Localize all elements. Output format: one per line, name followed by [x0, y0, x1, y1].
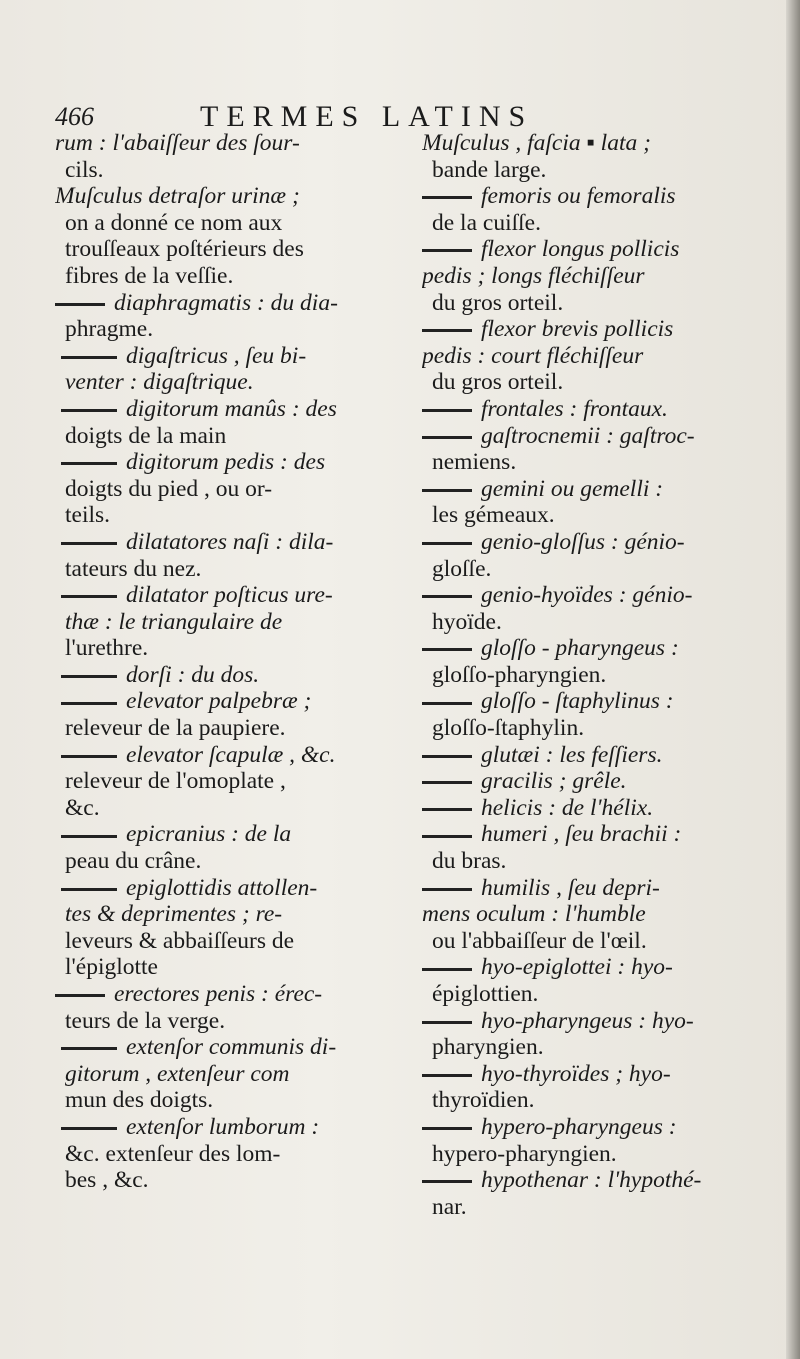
text-line: doigts du pied , ou or-	[65, 475, 273, 502]
text-line: Muſculus , faſcia ▪ lata ;	[422, 130, 651, 156]
dash-mark	[422, 702, 472, 705]
text-line: mun des doigts.	[65, 1087, 214, 1114]
entry-text: dilatator poſticus ure-	[126, 582, 333, 609]
text-line: fibres de la veſſie.	[65, 262, 234, 289]
text-line: releveur de la paupiere.	[65, 715, 286, 742]
entry-text: genio-hyoïdes : génio-	[481, 582, 693, 609]
text-line: venter : digaſtrique.	[65, 369, 254, 396]
entry-line	[55, 1034, 400, 1061]
dash-mark	[422, 1021, 472, 1024]
entry-text: gemini ou gemelli :	[481, 475, 664, 502]
text-line: les gémeaux.	[432, 502, 555, 529]
text-line: nemiens.	[432, 449, 517, 476]
entry-text: gloſſo - pharyngeus :	[481, 635, 679, 662]
text-line: tateurs du nez.	[65, 555, 202, 582]
text-line: trouſſeaux poſtérieurs des	[65, 236, 304, 263]
entry-line	[55, 821, 400, 848]
text-line: doigts de la main	[65, 422, 227, 449]
entry-line	[422, 742, 767, 769]
dash-mark	[422, 781, 472, 784]
entry-line	[422, 582, 767, 609]
dash-mark	[422, 968, 472, 971]
entry-line	[422, 875, 767, 902]
text-line: pharyngien.	[432, 1034, 544, 1061]
entry-line	[422, 476, 767, 503]
text-line: épiglottien.	[432, 981, 539, 1007]
entry-text: dilatatores naſi : dila-	[126, 528, 334, 555]
text-line: l'épiglotte	[65, 954, 158, 981]
entry-line	[55, 875, 400, 902]
dash-mark	[422, 409, 472, 412]
entry-text: hypero-pharyngeus :	[481, 1113, 677, 1140]
text-line: phragme.	[65, 316, 154, 343]
page-number: 466	[55, 102, 94, 131]
entry-line	[55, 290, 400, 317]
text-line: &c.	[65, 794, 100, 821]
entry-text: digitorum manûs : des	[126, 395, 337, 422]
dash-mark	[61, 542, 117, 545]
dash-mark	[422, 329, 472, 332]
entry-line	[422, 795, 767, 822]
text-line: ou l'abbaiſſeur de l'œil.	[432, 927, 647, 954]
dash-mark	[422, 489, 472, 492]
text-line: bande large.	[432, 156, 547, 183]
entry-text: elevator palpebræ ;	[126, 688, 312, 715]
text-line: tes & deprimentes ; re-	[65, 901, 283, 928]
entry-line	[55, 662, 400, 689]
entry-line	[55, 1114, 400, 1141]
dash-mark	[422, 542, 472, 545]
dash-mark	[61, 675, 117, 678]
entry-line	[422, 529, 767, 556]
entry-text: hyo-thyroïdes ; hyo-	[481, 1060, 671, 1087]
entry-text: erectores penis : érec-	[114, 981, 323, 1007]
text-line: l'urethre.	[65, 635, 149, 662]
entry-line	[422, 768, 767, 795]
dash-mark	[422, 1074, 472, 1077]
entry-text: glutæi : les feſſiers.	[481, 741, 663, 768]
text-line: gitorum , extenſeur com	[65, 1060, 290, 1087]
entry-line	[422, 1008, 767, 1035]
text-line: gloſſo-ſtaphylin.	[432, 715, 585, 742]
entry-text: flexor longus pollicis	[481, 236, 680, 263]
text-line: mens oculum : l'humble	[422, 901, 646, 928]
text-line: du gros orteil.	[432, 369, 564, 396]
text-line: teils.	[65, 502, 111, 529]
entry-text: hyo-epiglottei : hyo-	[481, 954, 673, 981]
dash-mark	[61, 835, 117, 838]
dash-mark	[422, 1127, 472, 1130]
entry-text: hypothenar : l'hypothé-	[481, 1167, 702, 1194]
dash-mark	[422, 196, 472, 199]
entry-line	[422, 316, 767, 343]
dash-mark	[61, 462, 117, 465]
entry-text: helicis : de l'hélix.	[481, 794, 654, 821]
entry-line	[55, 396, 400, 423]
entry-text: digitorum pedis : des	[126, 449, 326, 476]
entry-line	[422, 821, 767, 848]
entry-line	[55, 742, 400, 769]
dash-mark	[422, 808, 472, 811]
dash-mark	[55, 994, 105, 997]
text-line: &c. extenſeur des lom-	[65, 1140, 281, 1167]
entry-line	[55, 981, 400, 1008]
text-line: on a donné ce nom aux	[65, 209, 283, 236]
entry-line	[422, 236, 767, 263]
entry-line	[422, 635, 767, 662]
text-line: de la cuiſſe.	[432, 209, 541, 236]
entry-text: femoris ou femoralis	[481, 183, 676, 210]
text-line: cils.	[65, 156, 104, 183]
text-line: Muſculus detraſor urinæ ;	[55, 183, 300, 210]
dash-mark	[61, 888, 117, 891]
entry-text: epiglottidis attollen-	[126, 874, 318, 901]
entry-line	[55, 688, 400, 715]
dash-mark	[422, 595, 472, 598]
page-edge	[786, 0, 800, 1359]
entry-line	[55, 343, 400, 370]
entry-text: genio-gloſſus : génio-	[481, 528, 685, 555]
entry-text: gracilis ; grêle.	[481, 768, 627, 795]
dash-mark	[422, 888, 472, 891]
entry-line	[422, 183, 767, 210]
text-line: bes , &c.	[65, 1167, 149, 1194]
dash-mark	[55, 303, 105, 306]
entry-line	[55, 582, 400, 609]
entry-text: frontales : frontaux.	[481, 395, 668, 422]
entry-line	[55, 449, 400, 476]
text-line: thæ : le triangulaire de	[65, 608, 283, 635]
dash-mark	[422, 648, 472, 651]
entry-line	[422, 396, 767, 423]
dash-mark	[61, 1047, 117, 1050]
dash-mark	[61, 1127, 117, 1130]
text-line: du gros orteil.	[432, 289, 564, 316]
entry-text: dorſi : du dos.	[126, 661, 260, 688]
text-line: pedis : court fléchiſſeur	[422, 342, 644, 369]
entry-text: epicranius : de la	[126, 821, 292, 848]
entry-text: gaſtrocnemii : gaſtroc-	[481, 422, 695, 449]
dash-mark	[61, 409, 117, 412]
text-line: hypero-pharyngien.	[432, 1140, 617, 1167]
entry-text: humeri , ſeu brachii :	[481, 821, 682, 848]
entry-line	[422, 1167, 767, 1194]
dash-mark	[422, 835, 472, 838]
entry-line	[422, 688, 767, 715]
entry-text: extenſor lumborum :	[126, 1113, 320, 1140]
text-line: gloſſe.	[432, 555, 492, 582]
text-line: leveurs & abbaiſſeurs de	[65, 927, 295, 954]
entry-text: digaſtricus , ſeu bi-	[126, 342, 307, 369]
dash-mark	[422, 755, 472, 758]
entry-line	[55, 529, 400, 556]
text-line: pedis ; longs fléchiſſeur	[422, 262, 645, 289]
entry-text: humilis , ſeu depri-	[481, 874, 660, 901]
dash-mark	[422, 249, 472, 252]
entry-text: diaphragmatis : du dia-	[114, 289, 338, 316]
right-column	[422, 130, 767, 1220]
entry-text: extenſor communis di-	[126, 1034, 337, 1061]
dash-mark	[422, 436, 472, 439]
entry-text: elevator ſcapulæ , &c.	[126, 741, 336, 768]
text-line: hyoïde.	[432, 608, 502, 635]
entry-line	[422, 423, 767, 450]
text-line: releveur de l'omoplate ,	[65, 768, 286, 795]
entry-text: flexor brevis pollicis	[481, 316, 674, 343]
dash-mark	[61, 595, 117, 598]
entry-line	[422, 1061, 767, 1088]
text-line: du bras.	[432, 848, 507, 875]
text-line: peau du crâne.	[65, 848, 202, 875]
text-line: nar.	[432, 1193, 467, 1220]
entry-line	[422, 954, 767, 981]
text-line: rum : l'abaiſſeur des ſour-	[55, 130, 300, 156]
entry-text: gloſſo - ſtaphylinus :	[481, 688, 674, 715]
text-line: thyroïdien.	[432, 1087, 535, 1114]
dash-mark	[61, 755, 117, 758]
text-line: gloſſo-pharyngien.	[432, 661, 607, 688]
dash-mark	[61, 702, 117, 705]
text-line: teurs de la verge.	[65, 1007, 226, 1034]
dash-mark	[61, 356, 117, 359]
entry-text: hyo-pharyngeus : hyo-	[481, 1007, 694, 1034]
running-title: TERMES LATINS	[200, 100, 534, 133]
dash-mark	[422, 1180, 472, 1183]
left-column	[55, 130, 400, 1194]
entry-line	[422, 1114, 767, 1141]
